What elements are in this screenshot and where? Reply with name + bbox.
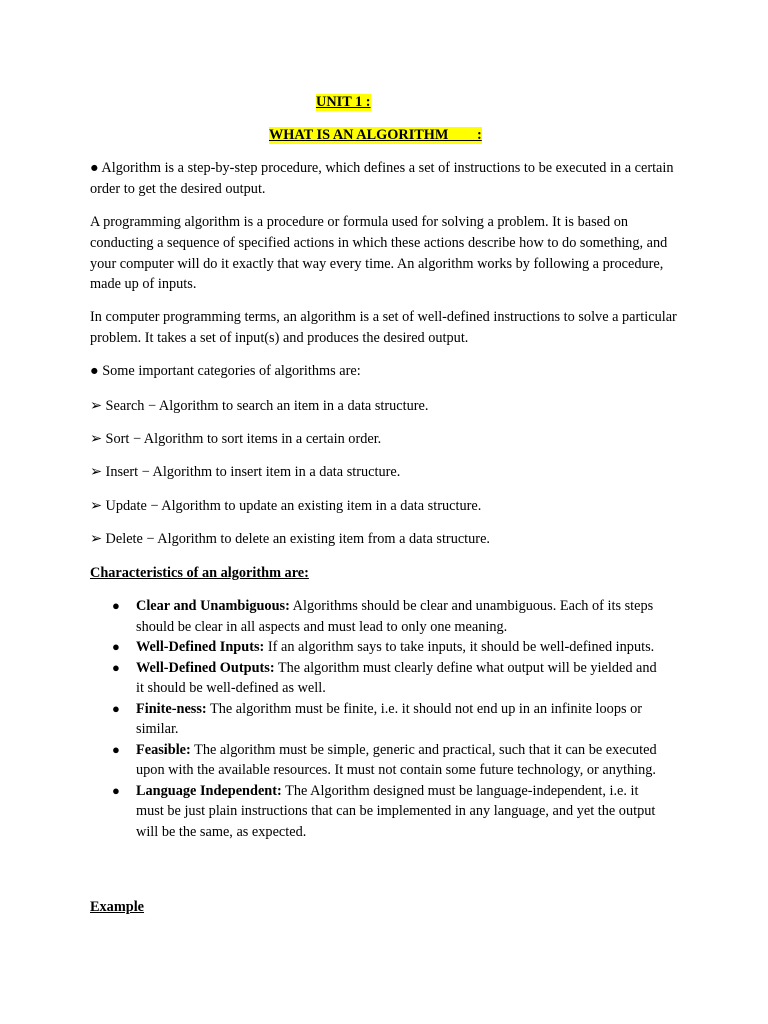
- characteristic-term: Feasible:: [136, 741, 191, 758]
- list-item: [90, 781, 668, 843]
- characteristic-text: The Algorithm designed must be language-independent, i.e. it must be just plain instructions that can be implemented in any language, and yet the output will be the same, as expected.: [136, 782, 656, 840]
- category-search: ➢ Search − Algorithm to search an item in a data structure.: [90, 398, 429, 414]
- unit-title: UNIT 1 :: [316, 94, 371, 110]
- list-item: [90, 637, 668, 658]
- category-sort: ➢ Sort − Algorithm to sort items in a certain order.: [90, 431, 382, 447]
- bullet-icon: ●: [112, 598, 120, 613]
- list-item: [90, 699, 668, 740]
- categories-intro: ● Some important categories of algorithms are:: [90, 363, 361, 379]
- bullet-icon: ●: [112, 782, 120, 798]
- characteristic-term: Finite-ness:: [136, 700, 207, 717]
- characteristic-term: Language Independent:: [136, 782, 282, 799]
- characteristics-list: [90, 596, 690, 842]
- definition-paragraph: ● Algorithm is a step-by-step procedure, which defines a set of instructions to be executed in a certain order to get the desired output.: [90, 160, 674, 197]
- computer-programming-paragraph: In computer programming terms, an algorithm is a set of well-defined instructions to solve a particular problem. It takes a set of input(s) and produces the desired output.: [90, 309, 677, 346]
- bullet-icon: ●: [112, 741, 120, 757]
- category-update: ➢ Update − Algorithm to update an existing item in a data structure.: [90, 498, 482, 514]
- list-item: [90, 740, 668, 781]
- characteristics-heading: Characteristics of an algorithm are:: [90, 565, 309, 581]
- characteristic-term: Clear and Unambiguous:: [136, 598, 290, 614]
- list-item: [90, 658, 668, 699]
- bullet-icon: ●: [112, 639, 120, 654]
- programming-algorithm-paragraph: A programming algorithm is a procedure or formula used for solving a problem. It is based on conducting a sequence of specified actions in which these actions describe how to do something, and your computer will do it exactly that way every time. An algorithm works by following a procedure, made up of inputs.: [90, 214, 668, 293]
- algorithm-heading: WHAT IS AN ALGORITHM :: [269, 127, 482, 143]
- characteristic-text: Algorithms should be clear and unambiguous. Each of its steps should be clear in all aspects and must lead to only one meaning.: [136, 598, 654, 635]
- list-item: [90, 596, 668, 637]
- characteristic-term: Well-Defined Inputs:: [136, 639, 265, 655]
- characteristic-text: If an algorithm says to take inputs, it should be well-defined inputs.: [264, 639, 655, 655]
- characteristic-text: The algorithm must be simple, generic and practical, such that it can be executed upon with the available resources. It must not contain some future technology, or anything.: [136, 741, 657, 778]
- category-insert: ➢ Insert − Algorithm to insert item in a data structure.: [90, 464, 401, 480]
- category-delete: ➢ Delete − Algorithm to delete an existing item from a data structure.: [90, 531, 490, 547]
- bullet-icon: ●: [112, 700, 120, 716]
- characteristic-text: The algorithm must clearly define what output will be yielded and it should be well-defined as well.: [136, 659, 657, 696]
- example-heading: Example: [90, 899, 145, 915]
- bullet-icon: ●: [112, 659, 120, 675]
- characteristic-term: Well-Defined Outputs:: [136, 659, 275, 676]
- characteristic-text: The algorithm must be finite, i.e. it should not end up in an infinite loops or similar.: [136, 700, 643, 737]
